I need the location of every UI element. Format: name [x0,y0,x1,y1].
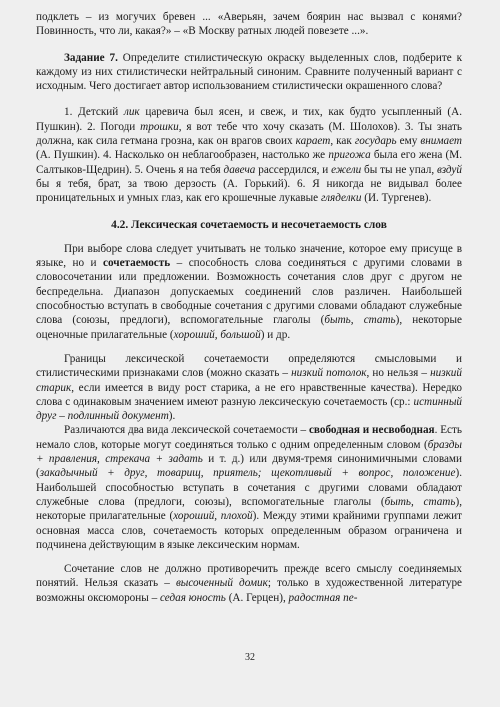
text-segment: Сочетание слов не должно противоречить прежде всего смыслу соединяемых понятий. Нельзя сказать – [36,563,462,590]
text-segment: рассердился, и [255,163,332,176]
term-bold: сочетаемость [102,257,171,270]
highlighted-word: карает [295,135,331,148]
continuation-paragraph: подклеть – из могучих бревен ... «Аверьян, зачем боярин нас вызвал с конями? Повинность, что ли, какая?» – «В Москву ратных людей повезете ...». [36,11,462,38]
text-segment: , я вот тебе что хочу сказать (М. Шолохов). 3. Ты знать должна, как сила гетмана грозна, как он врагов своих [36,120,462,148]
body-paragraph-3 [36,423,462,552]
section-heading: 4.2. Лексическая сочетаемость и несочетаемость слов [111,218,387,231]
example-italic: быть, стать [384,495,456,508]
text-segment: бы ты не упал, [361,163,437,176]
task-text: Определите стилистическую окраску выделенных слов, подберите к каждому из них стилистически нейтральный синоним. Сравните полученный вариант с исходным. Чего достигает автор использованием стилистически окрашенного слова? [36,51,463,93]
example-italic: быть, стать [324,314,396,327]
example-italic: закадычный + друг, товарищ, приятель; щекотливый + вопрос, положение [39,467,456,480]
text-segment: ; только в художественной литературе возможны оксюмороны – [36,577,463,604]
text-segment: При выборе слова следует учитывать не только значение, которое ему присуще в языке, но и [36,242,462,270]
highlighted-word: вздуй [437,163,462,176]
text-segment: ), некоторые прилагательные ( [36,495,462,523]
example-italic: бразды + правления, стрекача + задать [36,438,462,466]
highlighted-word: давеча [223,163,256,176]
text-segment: , если имеется в виду рост старика, а не его нравственные качества). Нередко слова с одинаковым значением имеют разную лексическую сочетаемость (ср.: [36,381,462,408]
highlighted-word: пригожа [328,149,371,162]
example-italic: хороший, плохой [173,510,253,523]
highlighted-word: трошки [140,120,179,133]
text-segment: . Есть немало слов, которые могут соединяться только с одним определенным словом ( [36,424,463,451]
text-segment: бы я тебя, брат, за твою дерзость (А. Горький). 6. Я никогда не видывал более проницательных и умных глаз, как его крошечные лукавые [36,177,462,205]
example-italic: высоченный домик [175,577,268,590]
text-segment: царевича был ясен, и свеж, и тих, как будто усыпленный (А. Пушкин). 2. Погоди [36,106,462,133]
example-italic: низкий потолок [291,367,367,380]
highlighted-word: внимает [420,135,463,148]
term-bold: свободная и несвободная [308,424,435,437]
text-segment: (И. Тургенев). [361,192,432,205]
body-paragraph-4 [36,562,462,605]
text-segment: 1. Детский [64,106,124,119]
task-7-paragraph [36,51,462,94]
task-label: Задание 7. [64,51,118,64]
body-paragraph-1 [36,242,462,342]
text-segment: (А. Пушкин). 4. Насколько он неблагообразен, настолько же [36,149,329,162]
text-segment: , но нельзя – [366,367,431,380]
highlighted-word: государь [354,135,397,148]
text-segment: ). Наибольшей способностью вступать в сочетания с другими словами обладают служебные слова (предлоги, союзы), вспомогательные глаголы ( [36,467,462,508]
examples-paragraph [36,105,462,205]
text-segment: , как [330,135,355,148]
highlighted-word: лик [123,106,140,119]
example-italic: седая юность [159,591,226,604]
text-segment: ему [396,135,421,148]
body-paragraph-2 [36,352,462,423]
text-segment: (А. Герцен), [225,591,289,604]
example-italic: хороший, большой [173,328,261,341]
highlighted-word: гляделки [320,192,362,205]
example-italic: низкий старик [36,367,462,394]
text-segment: ), некоторые оценочные прилагательные ( [36,314,462,341]
text-segment: ). Между этими крайними группами лежит основная масса слов, сочетаемость которых определенным образом ограничена и подчинена действующим в языке лексическим нормам. [36,510,463,551]
page-number: 32 [245,652,255,663]
example-italic: радостная пе- [288,591,358,604]
text-segment: была его жена (М. Салтыков-Щедрин). 5. Очень я на тебя [36,149,462,176]
text-segment: ). [168,410,176,423]
text-segment: и т. д.) или двумя-тремя синонимичными словами ( [36,453,462,480]
text-segment: Различаются два вида лексической сочетаемости – [64,424,309,437]
highlighted-word: ежели [331,163,362,176]
text-segment: – способность слова соединяться с другими словами в словосочетании или предложении. Возможность сочетания слов друг с другом не беспредельна. Диапазон допускаемых соединений слов различен. Наибольшей способностью вступать в свободные сочетания с другими словами обладают служебные слова (союзы, предлоги), вспомогательные глаголы ( [36,257,462,327]
text-segment: Границы лексической сочетаемости определяются смысловыми и стилистическими признаками слов (можно сказать – [36,352,462,380]
example-italic: истинный друг – подлинный документ [36,395,462,423]
text-segment: ) и др. [260,328,291,341]
